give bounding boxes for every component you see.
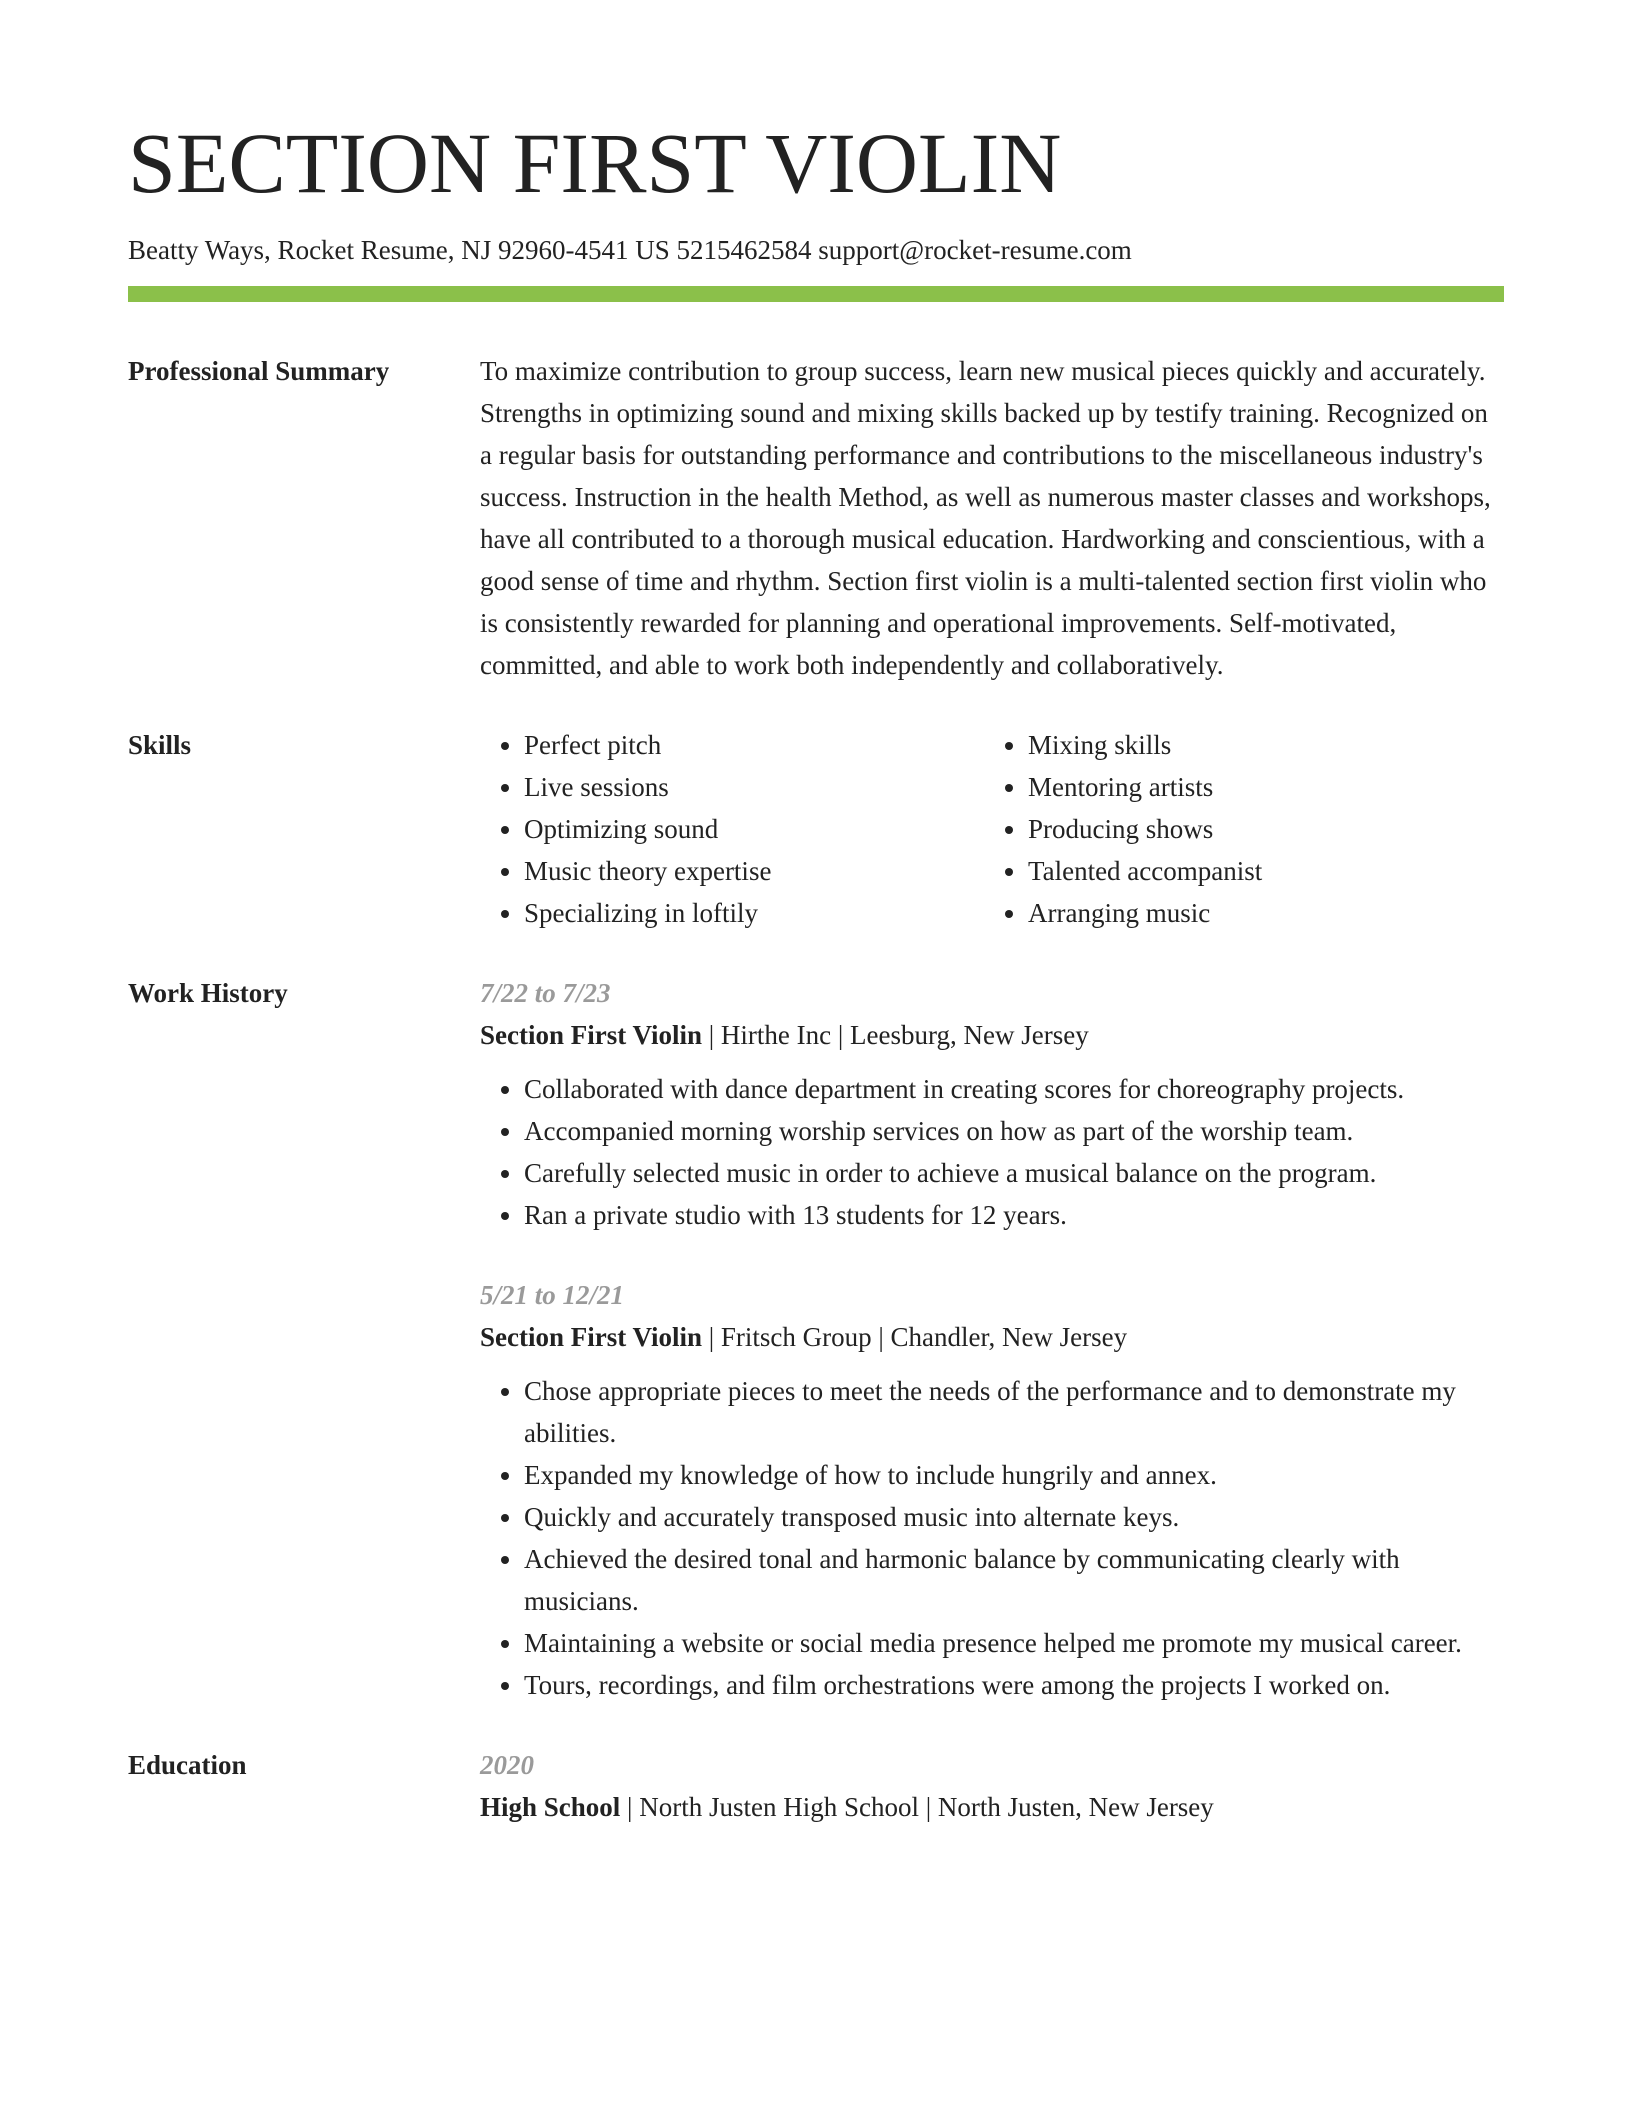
job-bullets: [480, 1068, 1504, 1236]
job-bullet: • Achieved the desired tonal and harmonic balance by communicating clearly with musicians.: [524, 1538, 1504, 1622]
school-details: | North Justen High School | North Justen, New Jersey: [620, 1792, 1214, 1823]
work-history-section: [128, 972, 1504, 1706]
skill-item: • Producing shows: [1028, 808, 1488, 850]
skill-item: • Optimizing sound: [524, 808, 984, 850]
job-dates: 5/21 to 12/21: [480, 1280, 625, 1311]
section-label: Skills: [128, 730, 192, 761]
job-heading: [480, 1014, 1504, 1056]
skills-section: [128, 724, 1504, 934]
job-title: Section First Violin: [480, 1322, 702, 1353]
job-bullet: • Ran a private studio with 13 students for 12 years.: [524, 1194, 1504, 1236]
job-bullet: • Collaborated with dance department in creating scores for choreography projects.: [524, 1068, 1504, 1110]
job-bullet: • Accompanied morning worship services on how as part of the worship team.: [524, 1110, 1504, 1152]
job-bullet: • Tours, recordings, and film orchestrations were among the projects I worked on.: [524, 1664, 1504, 1706]
skills-list-left: [480, 724, 984, 934]
job-bullet: • Chose appropriate pieces to meet the needs of the performance and to demonstrate my abilities.: [524, 1370, 1504, 1454]
candidate-name: SECTION FIRST VIOLIN: [128, 115, 1062, 211]
job-bullet: • Maintaining a website or social media presence helped me promote my musical career.: [524, 1622, 1504, 1664]
contact-info: Beatty Ways, Rocket Resume, NJ 92960-4541 US 5215462584 support@rocket-resume.com: [128, 235, 1132, 265]
summary-text: To maximize contribution to group success, learn new musical pieces quickly and accurately. Strengths in optimizing sound and mixing skills backed up by testify training. Recognized on a regular basis for outstanding performance and contributions to the miscellaneous industry's success. Instruction in the health Method, as well as numerous master classes and workshops, have all contributed to a thorough musical education. Hardworking and conscientious, with a good sense of time and rhythm. Section first violin is a multi-talented section first violin who is consistently rewarded for planning and operational improvements. Self-motivated, committed, and able to work both independently and collaboratively.: [480, 356, 1491, 681]
skill-item: • Music theory expertise: [524, 850, 984, 892]
job-bullet: • Expanded my knowledge of how to include hungrily and annex.: [524, 1454, 1504, 1496]
education-section: [128, 1744, 1504, 1828]
skills-list-right: [984, 724, 1488, 934]
education-heading: [480, 1786, 1504, 1828]
job-dates: 7/22 to 7/23: [480, 978, 611, 1009]
job-heading: [480, 1316, 1504, 1358]
skill-item: • Specializing in loftily: [524, 892, 984, 934]
job-bullet: • Quickly and accurately transposed music into alternate keys.: [524, 1496, 1504, 1538]
education-year: 2020: [480, 1750, 534, 1781]
skill-item: • Arranging music: [1028, 892, 1488, 934]
summary-section: [128, 350, 1504, 686]
resume-page: [128, 115, 1504, 1828]
degree: High School: [480, 1792, 621, 1823]
job-bullets: [480, 1370, 1504, 1706]
job-details: | Hirthe Inc | Leesburg, New Jersey: [702, 1020, 1089, 1051]
skill-item: • Talented accompanist: [1028, 850, 1488, 892]
job-entry: [480, 1274, 1504, 1706]
job-bullet: • Carefully selected music in order to achieve a musical balance on the program.: [524, 1152, 1504, 1194]
section-label: Work History: [128, 978, 288, 1009]
header-divider: [128, 286, 1504, 302]
skill-item: • Mentoring artists: [1028, 766, 1488, 808]
job-details: | Fritsch Group | Chandler, New Jersey: [702, 1322, 1128, 1353]
skill-item: • Mixing skills: [1028, 724, 1488, 766]
job-title: Section First Violin: [480, 1020, 702, 1051]
skill-item: • Live sessions: [524, 766, 984, 808]
section-label: Professional Summary: [128, 356, 390, 387]
section-label: Education: [128, 1750, 247, 1781]
job-entry: [480, 972, 1504, 1236]
skill-item: • Perfect pitch: [524, 724, 984, 766]
